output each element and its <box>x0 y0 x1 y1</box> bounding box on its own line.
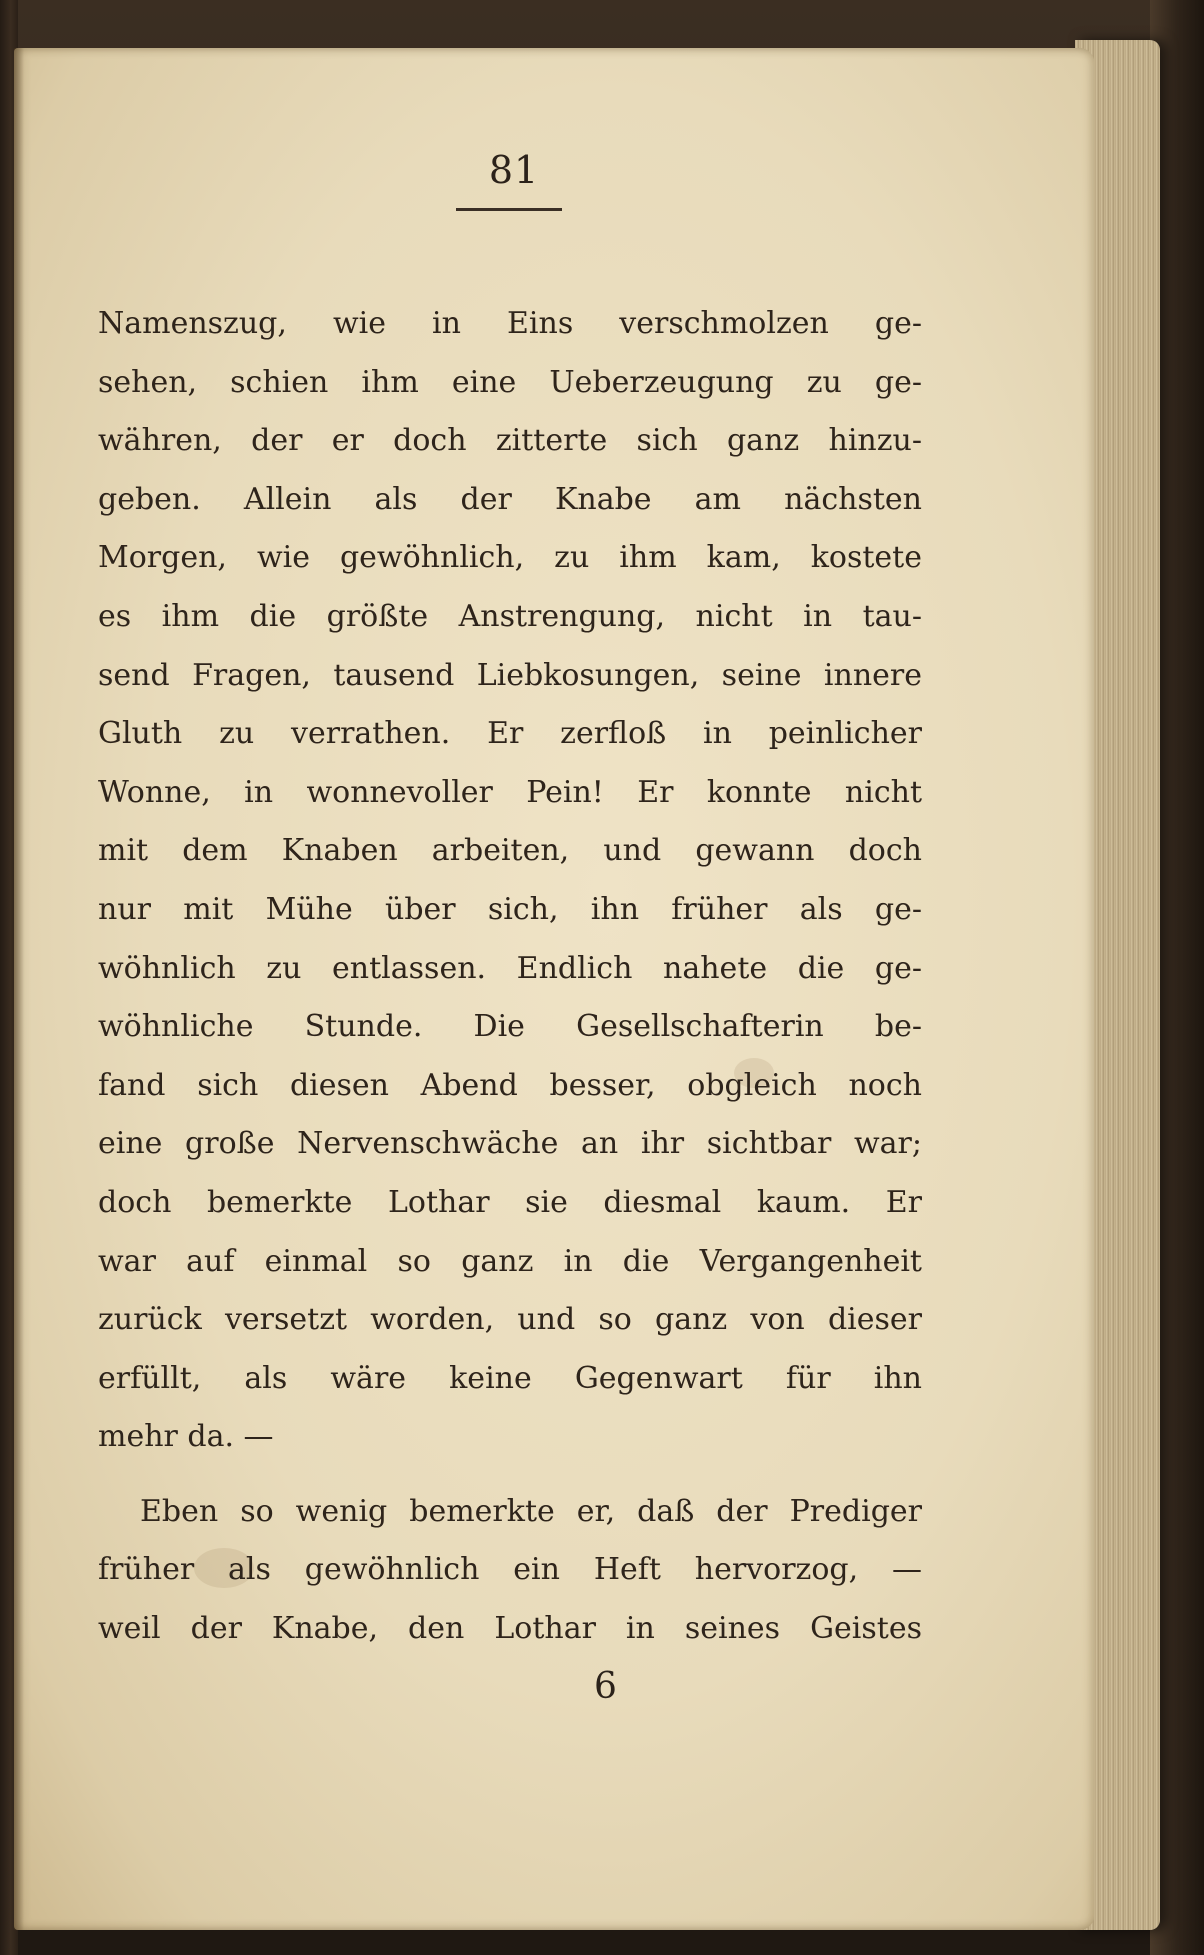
text-line: zurück versetzt worden, und so ganz von dieser <box>98 1302 922 1338</box>
text-line: send Fragen, tausend Liebkosungen, seine innere <box>98 657 922 693</box>
body-text <box>98 295 922 1659</box>
signature-mark: 6 <box>594 1666 617 1707</box>
text-line: Wonne, in wonnevoller Pein! Er konnte nicht <box>98 774 922 810</box>
page-number: 81 <box>488 148 540 192</box>
text-line: wöhnlich zu entlassen. Endlich nahete die ge- <box>98 950 922 986</box>
text-line: eine große Nervenschwäche an ihr sichtbar war; <box>98 1126 922 1162</box>
text-line: es ihm die größte Anstrengung, nicht in tau- <box>98 598 922 634</box>
text-line: Namenszug, wie in Eins verschmolzen ge- <box>98 306 922 341</box>
text-line: früher als gewöhnlich ein Heft hervorzog, — <box>98 1552 922 1588</box>
text-line: doch bemerkte Lothar sie diesmal kaum. Er <box>98 1184 922 1220</box>
text-line: sehen, schien ihm eine Ueberzeugung zu ge- <box>98 364 922 400</box>
text-line: nur mit Mühe über sich, ihn früher als ge- <box>98 891 922 927</box>
text-line: Gluth zu verrathen. Er zerfloß in peinlicher <box>98 716 922 752</box>
text-line: wöhnliche Stunde. Die Gesellschafterin be- <box>98 1009 922 1045</box>
paragraph-start-line: Eben so wenig bemerkte er, daß der Prediger <box>140 1493 922 1529</box>
header-rule <box>456 208 562 211</box>
text-line: fand sich diesen Abend besser, obgleich noch <box>98 1067 922 1103</box>
text-line: weil der Knabe, den Lothar in seines Geistes <box>98 1611 922 1647</box>
text-line: geben. Allein als der Knabe am nächsten <box>98 481 922 517</box>
paragraph-end-line: mehr da. — <box>98 1419 274 1455</box>
book-page <box>14 48 1094 1930</box>
text-line: erfüllt, als wäre keine Gegenwart für ihn <box>98 1360 922 1396</box>
gutter-shadow <box>14 48 24 1930</box>
text-line: Morgen, wie gewöhnlich, zu ihm kam, kostete <box>98 540 922 576</box>
text-line: mit dem Knaben arbeiten, und gewann doch <box>98 833 922 869</box>
text-line: währen, der er doch zitterte sich ganz hinzu- <box>98 423 922 459</box>
text-line: war auf einmal so ganz in die Vergangenheit <box>98 1243 922 1279</box>
